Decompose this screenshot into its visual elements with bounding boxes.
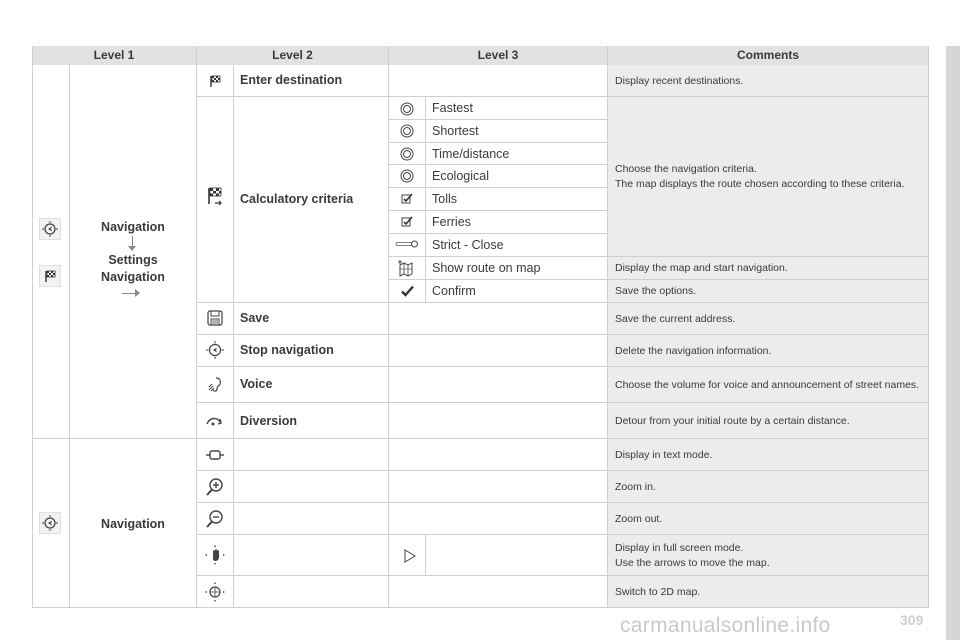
level3-show-route-on-map: Show route on map bbox=[432, 261, 541, 275]
comment-confirm: Save the options. bbox=[608, 280, 928, 302]
level1-navigation-label-2: Navigation bbox=[101, 517, 165, 531]
comment-2d-map: Switch to 2D map. bbox=[608, 576, 928, 607]
zoom-in-icon bbox=[203, 475, 227, 499]
comment-voice: Choose the volume for voice and announcement of street names. bbox=[608, 367, 928, 402]
level3-tolls: Tolls bbox=[432, 192, 458, 206]
level2-enter-destination: Enter destination bbox=[240, 73, 343, 87]
radio-icon bbox=[398, 167, 416, 185]
navigation-icon bbox=[39, 512, 61, 534]
map-2d-icon bbox=[203, 580, 227, 604]
level3-ecological: Ecological bbox=[432, 169, 489, 183]
diversion-icon bbox=[204, 410, 226, 432]
checkbox-icon bbox=[398, 213, 416, 231]
watermark: carmanualsonline.info bbox=[620, 614, 831, 637]
level3-fastest: Fastest bbox=[432, 101, 473, 115]
header-level1: Level 1 bbox=[32, 46, 196, 65]
comment-enter-destination: Display recent destinations. bbox=[608, 65, 928, 96]
save-icon bbox=[204, 307, 226, 329]
comment-fullscreen: Display in full screen mode. Use the arrows to move the map. bbox=[608, 535, 928, 575]
checkered-flag-icon bbox=[203, 184, 227, 208]
level1-settings-label: Settings bbox=[108, 253, 158, 267]
navigation-icon bbox=[39, 218, 61, 240]
radio-icon bbox=[398, 100, 416, 118]
comment-zoom-in: Zoom in. bbox=[608, 471, 928, 502]
slider-icon bbox=[394, 237, 420, 251]
comment-show-route: Display the map and start navigation. bbox=[608, 257, 928, 279]
voice-icon bbox=[204, 373, 226, 395]
level3-confirm: Confirm bbox=[432, 284, 476, 298]
header-level3: Level 3 bbox=[389, 46, 607, 65]
level2-stop-navigation: Stop navigation bbox=[240, 343, 334, 357]
map-icon bbox=[396, 258, 416, 278]
level1-navigation-label: Navigation bbox=[101, 220, 165, 234]
level3-time-distance: Time/distance bbox=[432, 147, 510, 161]
header-comments: Comments bbox=[608, 46, 928, 65]
level3-shortest: Shortest bbox=[432, 124, 479, 138]
down-arrow-icon bbox=[128, 246, 136, 251]
fullscreen-hand-icon bbox=[203, 543, 227, 567]
level2-diversion: Diversion bbox=[240, 414, 297, 428]
level2-voice: Voice bbox=[240, 377, 273, 391]
navigation-icon bbox=[204, 339, 226, 361]
zoom-out-icon bbox=[203, 507, 227, 531]
comment-zoom-out: Zoom out. bbox=[608, 503, 928, 534]
level2-save: Save bbox=[240, 311, 270, 325]
right-arrow-line bbox=[122, 293, 136, 294]
level3-strict-close: Strict - Close bbox=[432, 238, 504, 252]
comment-stop-navigation: Delete the navigation information. bbox=[608, 335, 928, 366]
checkmark-icon bbox=[398, 282, 416, 300]
checkbox-icon bbox=[398, 190, 416, 208]
header-level2: Level 2 bbox=[197, 46, 388, 65]
play-triangle-icon bbox=[400, 546, 420, 566]
comment-calculatory-criteria: Choose the navigation criteria. The map displays the route chosen according to these criteria. bbox=[608, 97, 928, 256]
comment-text-mode: Display in text mode. bbox=[608, 439, 928, 470]
page-side-tab bbox=[946, 46, 960, 640]
level2-calculatory-criteria: Calculatory criteria bbox=[240, 192, 354, 206]
page-number: 309 bbox=[900, 612, 924, 628]
radio-icon bbox=[398, 122, 416, 140]
comment-save: Save the current address. bbox=[608, 303, 928, 334]
text-mode-icon bbox=[203, 444, 227, 466]
level1-navigation-sub-label: Navigation bbox=[101, 270, 165, 284]
checkered-flag-icon bbox=[39, 265, 61, 287]
checkered-flag-icon bbox=[205, 71, 225, 91]
right-arrow-icon bbox=[135, 289, 140, 297]
radio-icon bbox=[398, 145, 416, 163]
comment-diversion: Detour from your initial route by a certain distance. bbox=[608, 403, 928, 438]
level3-ferries: Ferries bbox=[432, 215, 471, 229]
